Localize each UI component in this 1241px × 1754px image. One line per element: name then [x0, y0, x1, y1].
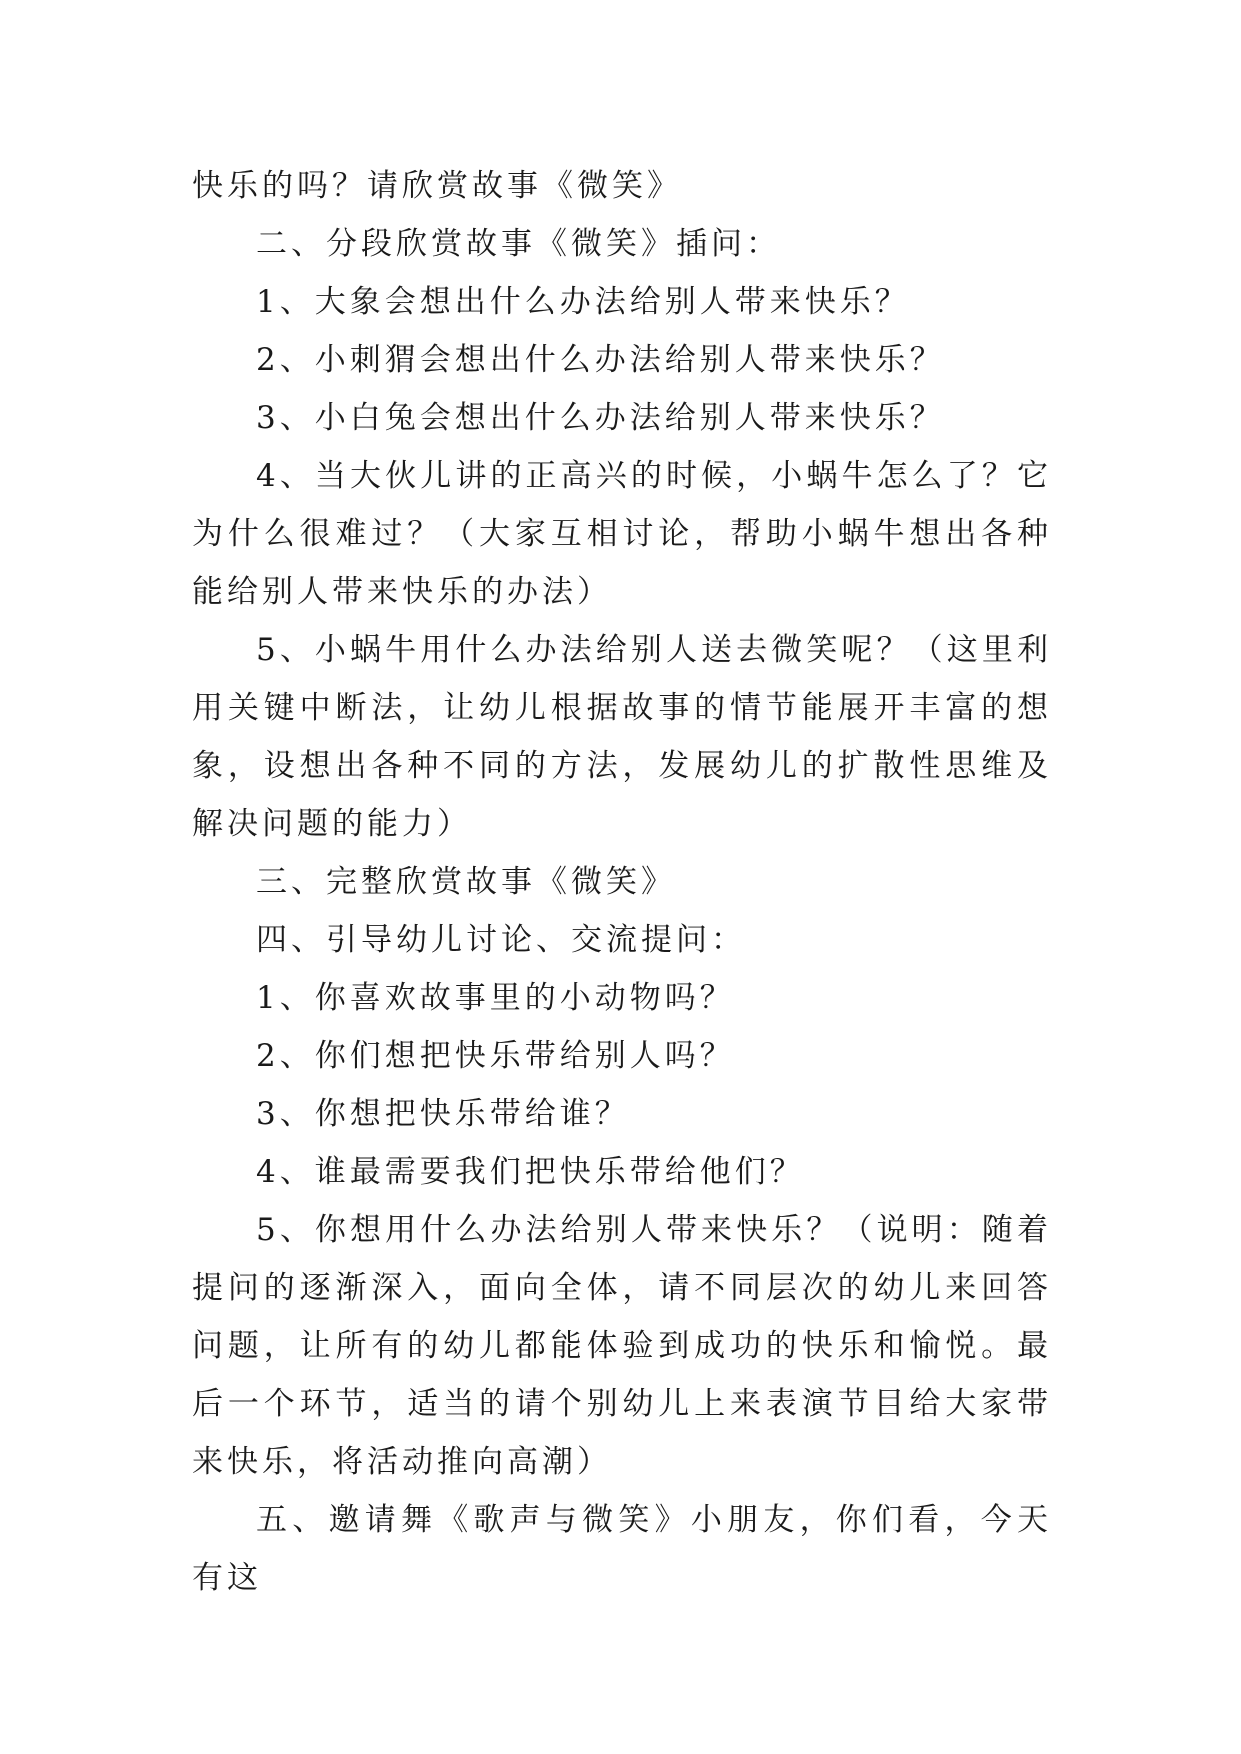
list-item: 4、谁最需要我们把快乐带给他们？ — [256, 1154, 805, 1190]
paragraph-continuation: 快乐的吗？请欣赏故事《微笑》 — [192, 168, 682, 204]
section-heading-5: 五、邀请舞《歌声与微笑》小朋友，你们看，今天有这 — [192, 1502, 1052, 1596]
list-item: 2、你们想把快乐带给别人吗？ — [256, 1038, 735, 1074]
list-item: 1、你喜欢故事里的小动物吗？ — [256, 980, 735, 1016]
list-item: 4、当大伙儿讲的正高兴的时候，小蜗牛怎么了？它为什么很难过？（大家互相讨论，帮助小蜗牛想出各种能给别人带来快乐的办法） — [192, 458, 1052, 610]
list-item: 1、大象会想出什么办法给别人带来快乐？ — [256, 284, 910, 320]
list-item: 2、小刺猬会想出什么办法给别人带来快乐？ — [256, 342, 945, 378]
list-item: 3、小白兔会想出什么办法给别人带来快乐？ — [256, 400, 945, 436]
list-item: 5、小蜗牛用什么办法给别人送去微笑呢？（这里利用关键中断法，让幼儿根据故事的情节能展开丰富的想象，设想出各种不同的方法，发展幼儿的扩散性思维及解决问题的能力） — [192, 632, 1052, 842]
section-heading-4: 四、引导幼儿讨论、交流提问： — [256, 922, 746, 958]
document-page — [192, 157, 1052, 1607]
list-item: 5、你想用什么办法给别人带来快乐？（说明：随着提问的逐渐深入，面向全体，请不同层次的幼儿来回答问题，让所有的幼儿都能体验到成功的快乐和愉悦。最后一个环节，适当的请个别幼儿上来表演节目给大家带来快乐，将活动推向高潮） — [192, 1212, 1052, 1480]
list-item: 3、你想把快乐带给谁？ — [256, 1096, 630, 1132]
section-heading-2: 二、分段欣赏故事《微笑》插问： — [256, 226, 781, 262]
section-heading-3: 三、完整欣赏故事《微笑》 — [256, 864, 676, 900]
